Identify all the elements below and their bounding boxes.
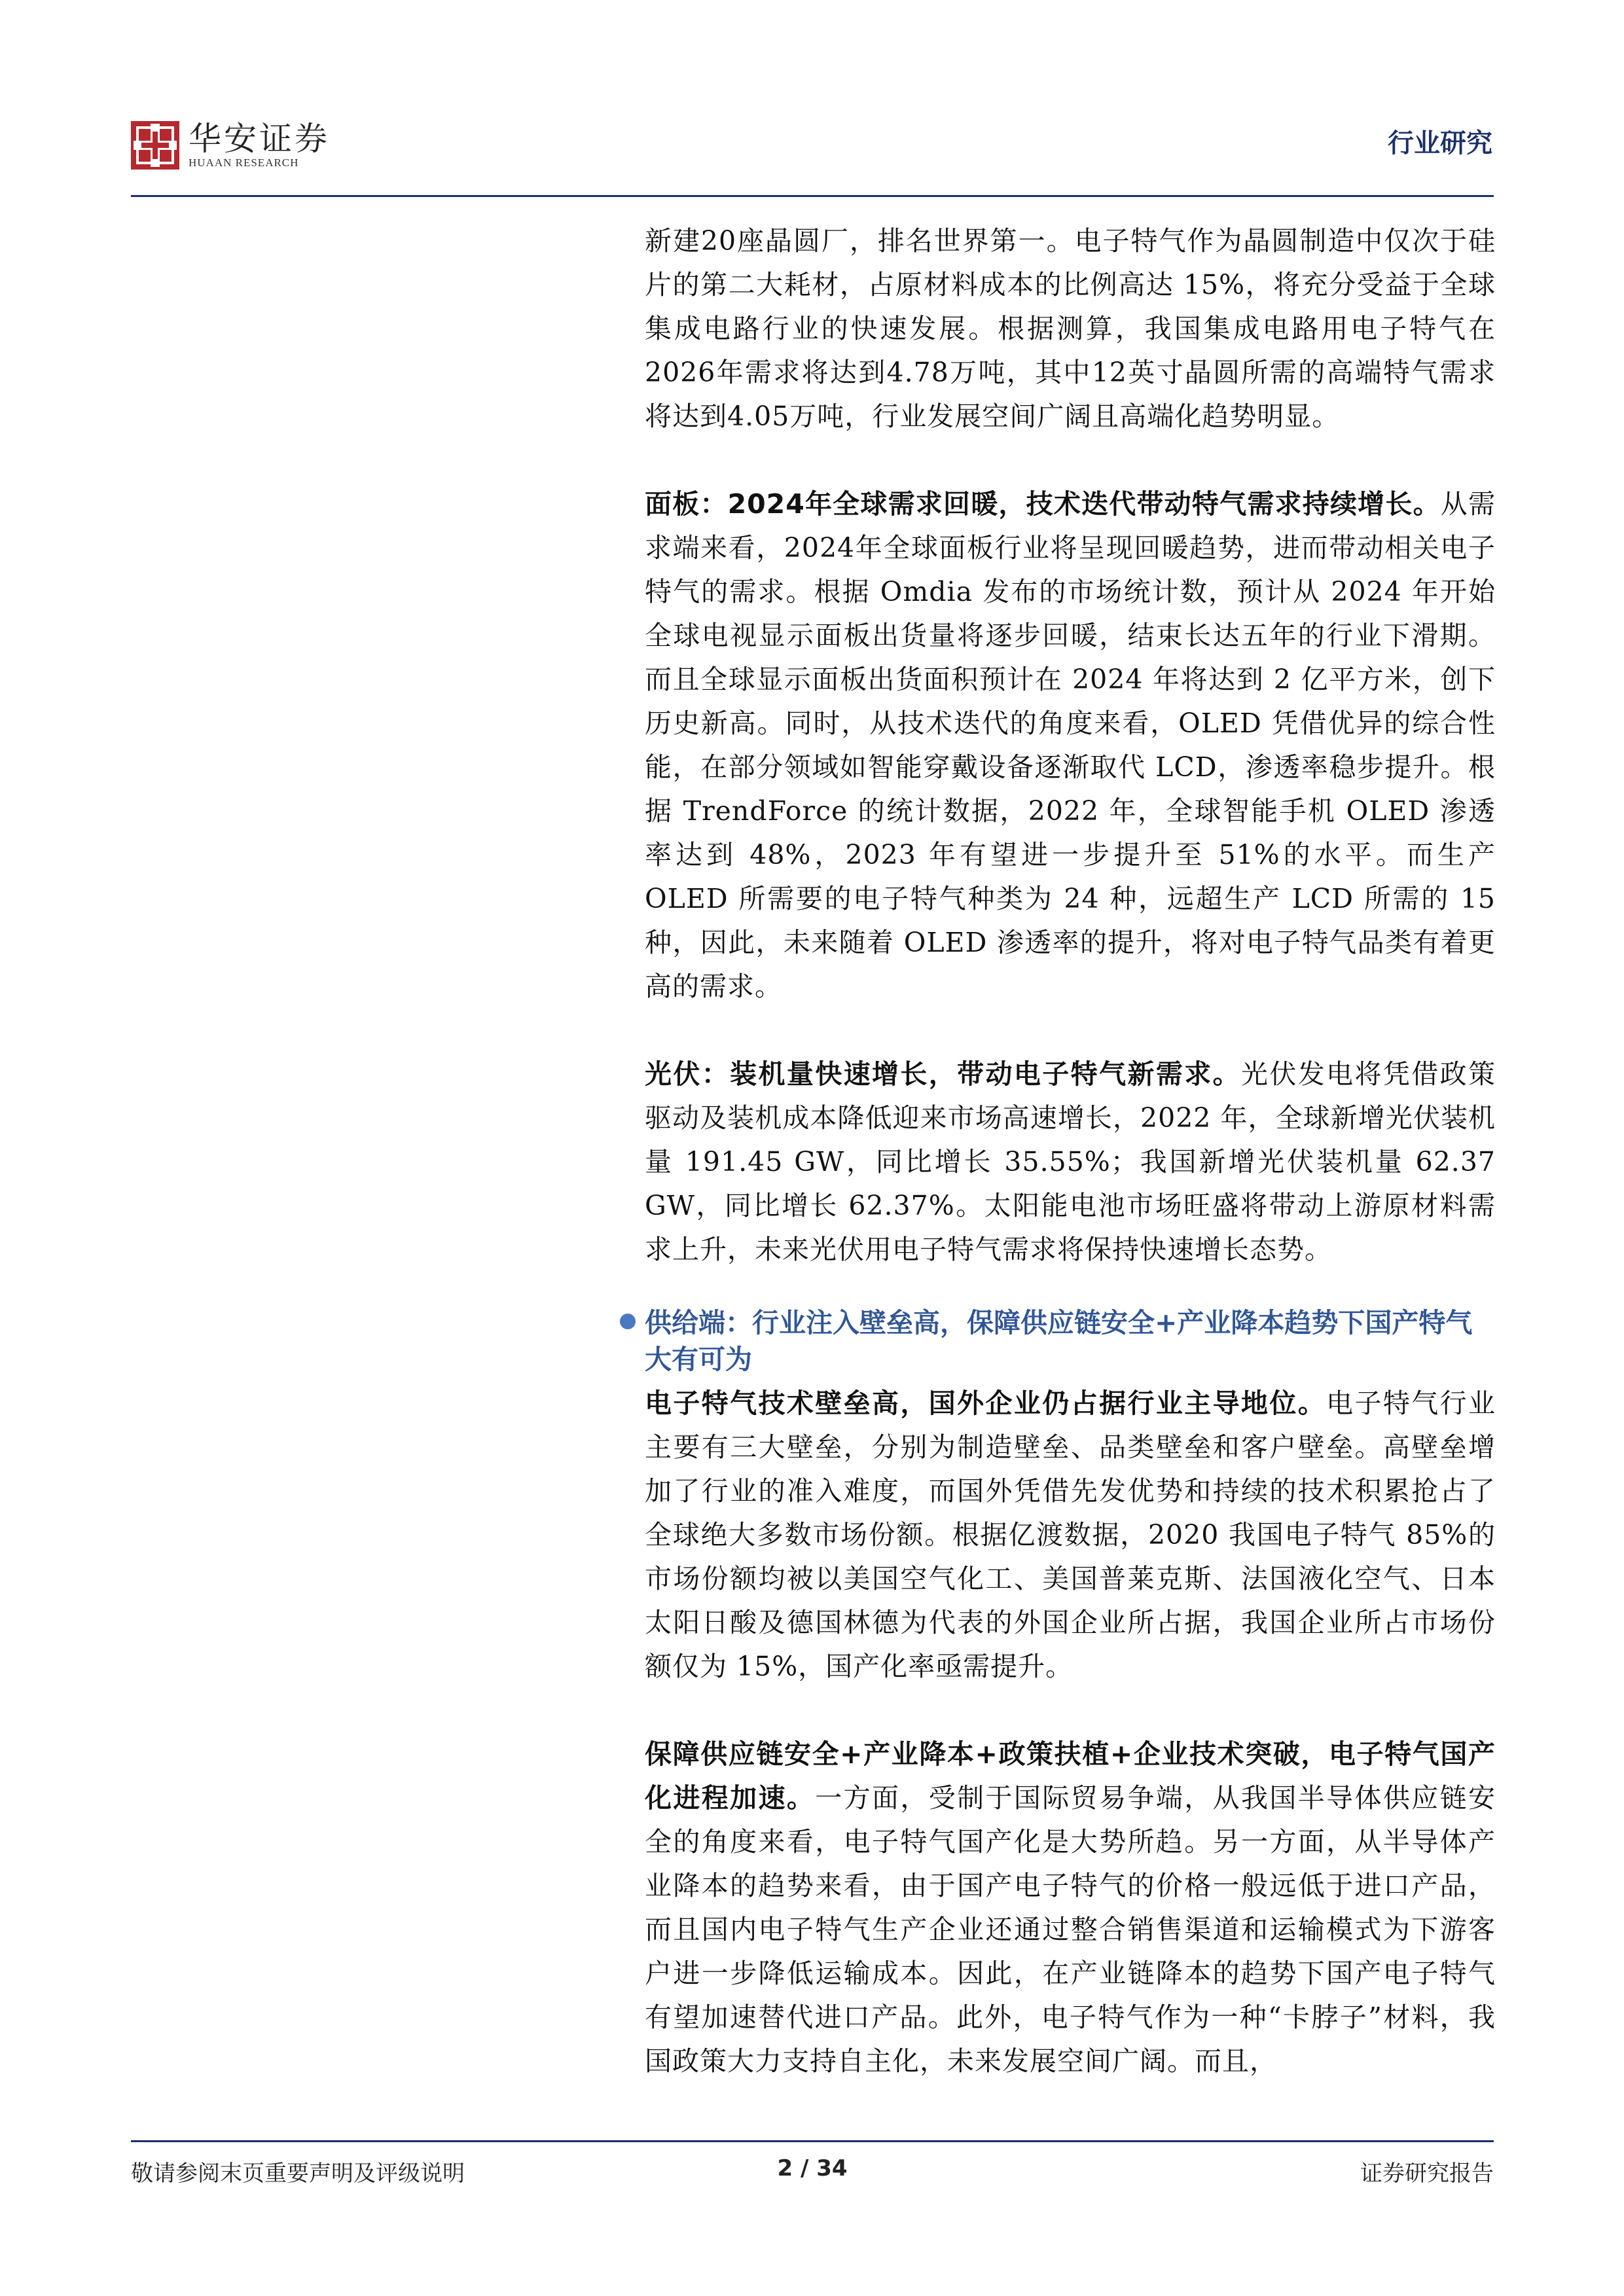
paragraph-barriers-lead: 电子特气技术壁垒高，国外企业仍占据行业主导地位。 <box>645 1388 1327 1419</box>
logo-chinese-name: 华安证券 <box>189 120 330 158</box>
paragraph-pv <box>645 1052 1496 1272</box>
logo-mark-icon <box>131 121 179 170</box>
company-logo <box>131 121 330 170</box>
footer-report-type: 证券研究报告 <box>1360 2161 1494 2187</box>
page-number: 2 / 34 <box>777 2155 848 2181</box>
paragraph-ic-demand: 新建20座晶圆厂，排名世界第一。电子特气作为晶圆制造中仅次于硅片的第二大耗材，占原材料成本的比例高达 15%，将充分受益于全球集成电路行业的快速发展。根据测算，我国集成电路用电子特气在2026年需求将达到4.78万吨，其中12英寸晶圆所需的高端特气需求将达到4.05万吨，行业发展空间广阔且高端化趋势明显。 <box>645 225 1496 432</box>
footer-divider <box>131 2140 1494 2142</box>
header-divider <box>131 195 1494 197</box>
paragraph-pv-lead: 光伏：装机量快速增长，带动电子特气新需求。 <box>645 1058 1241 1090</box>
paragraph-barriers-body: 电子特气行业主要有三大壁垒，分别为制造壁垒、品类壁垒和客户壁垒。高壁垒增加了行业的准入难度，而国外凭借先发优势和持续的技术积累抢占了全球绝大多数市场份额。根据亿渡数据，2020 我国电子特气 85%的市场份额均被以美国空气化工、美国普莱克斯、法国液化空气、日本太阳日酸及德国林德为代表的外国企业所占据，我国企业所占市场份额仅为 15%，国产化率亟需提升。 <box>645 1388 1496 1682</box>
paragraph-localization-body: 一方面，受制于国际贸易争端，从我国半导体供应链安全的角度来看，电子特气国产化是大势所趋。另一方面，从半导体产业降本的趋势来看，由于国产电子特气的价格一般远低于进口产品，而且国内电子特气生产企业还通过整合销售渠道和运输模式为下游客户进一步降低运输成本。因此，在产业链降本的趋势下国产电子特气有望加速替代进口产品。此外，电子特气作为一种“卡脖子”材料，我国政策大力支持自主化，未来发展空间广阔。而且， <box>645 1782 1496 2077</box>
paragraph-panel <box>645 482 1496 1009</box>
main-content <box>645 219 1496 2083</box>
paragraph-pv-body: 光伏发电将凭借政策驱动及装机成本降低迎来市场高速增长，2022 年，全球新增光伏装机量 191.45 GW，同比增长 35.55%；我国新增光伏装机量 62.37 GW，同比增长 62.37%。太阳能电池市场旺盛将带动上游原材料需求上升，未来光伏用电子特气需求将保持快速增长态势。 <box>645 1058 1496 1265</box>
paragraph-barriers <box>645 1382 1496 1689</box>
report-category: 行业研究 <box>1388 128 1492 158</box>
paragraph-localization <box>645 1732 1496 2083</box>
section-heading-text: 供给端：行业注入壁垒高，保障供应链安全+产业降本趋势下国产特气大有可为 <box>645 1307 1473 1375</box>
paragraph-panel-body: 从需求端来看，2024年全球面板行业将呈现回暖趋势，进而带动相关电子特气的需求。根据 Omdia 发布的市场统计数，预计从 2024 年开始全球电视显示面板出货量将逐步回暖，结束长达五年的行业下滑期。而且全球显示面板出货面积预计在 2024 年将达到 2 亿平方米，创下历史新高。同时，从技术迭代的角度来看，OLED 凭借优异的综合性能，在部分领域如智能穿戴设备逐渐取代 LCD，渗透率稳步提升。根据 TrendForce 的统计数据，2022 年，全球智能手机 OLED 渗透率达到 48%，2023 年有望进一步提升至 51%的水平。而生产 OLED 所需要的电子特气种类为 24 种，远超生产 LCD 所需的 15 种，因此，未来随着 OLED 渗透率的提升，将对电子特气品类有着更高的需求。 <box>645 488 1496 1002</box>
logo-english-name: HUAAN RESEARCH <box>189 156 299 169</box>
section-heading-supply <box>645 1304 1496 1378</box>
paragraph-localization-lead: 保障供应链安全+产业降本+政策扶植+企业技术突破，电子特气国产化进程加速。 <box>645 1738 1496 1814</box>
page-header <box>131 115 1492 193</box>
bullet-icon <box>620 1314 636 1329</box>
footer-disclaimer: 敬请参阅末页重要声明及评级说明 <box>131 2161 465 2187</box>
paragraph-panel-lead: 面板：2024年全球需求回暖，技术迭代带动特气需求持续增长。 <box>645 488 1441 520</box>
